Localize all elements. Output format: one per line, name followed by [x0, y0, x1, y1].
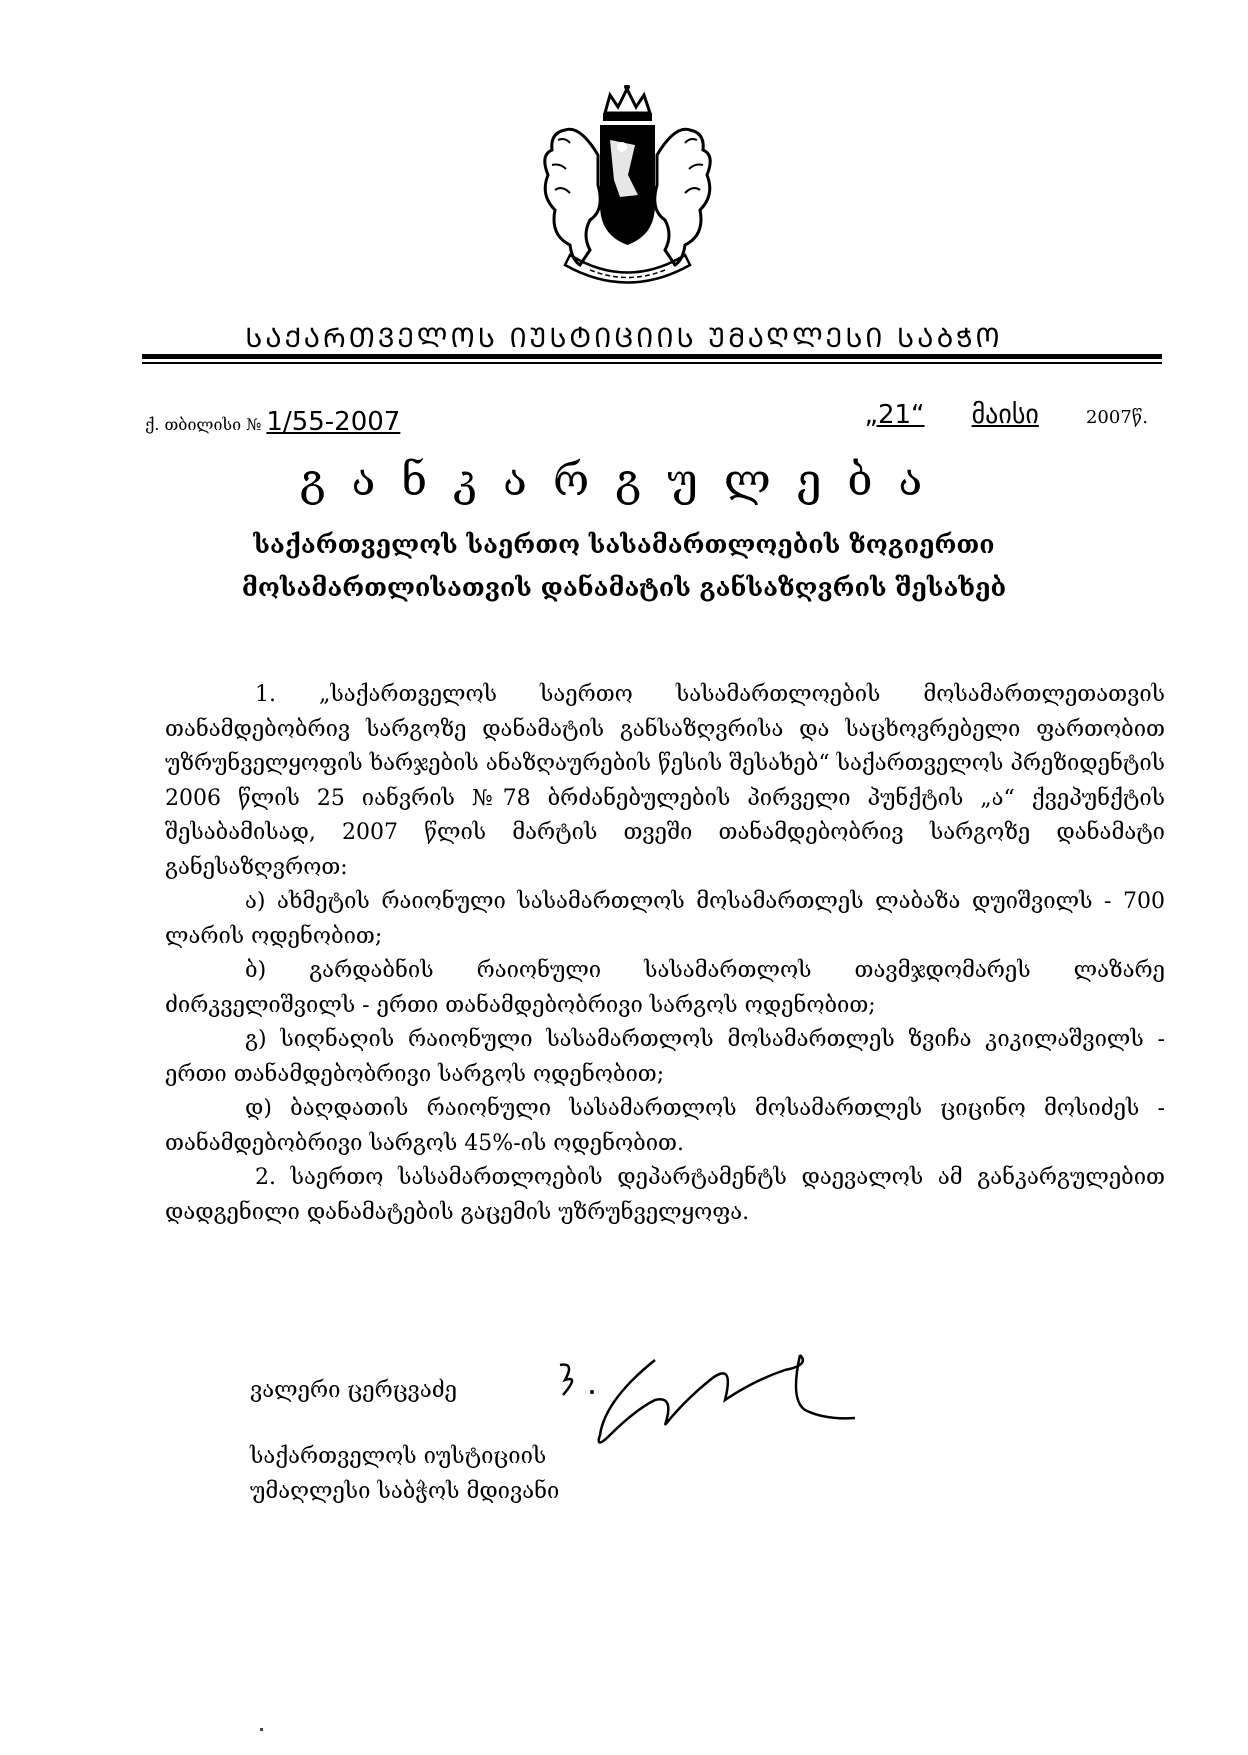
date-day: „21“ — [864, 400, 925, 430]
list-item-g: გ) სიღნაღის რაიონული სასამართლოს მოსამართლეს ზვიჩა კიკილაშვილს - ერთი თანამდებობრივი სარგოს ოდენობით; — [165, 1027, 1165, 1087]
place-label: ქ. თბილისი — [145, 415, 242, 434]
position-line-1: საქართველოს იუსტიციის — [250, 1444, 547, 1469]
signer-name: ვალერი ცერცვაძე — [250, 1378, 457, 1403]
subject-line-2: მოსამართლისათვის დანამატის განსაზღვრის შესახებ — [241, 573, 1007, 602]
number-label: № — [246, 415, 262, 434]
document-date — [864, 400, 1148, 430]
header-rule-thick — [142, 354, 1162, 359]
signer-position — [250, 1439, 559, 1509]
list-item-d: დ) ბაღდათის რაიონული სასამართლოს მოსამართლეს ციცინო მოსიძეს - თანამდებობრივი სარგოს 45%-ის ოდენობით. — [165, 1096, 1165, 1156]
council-name-heading: ᲡᲐᲥᲐᲠᲗᲕᲔᲚᲝᲡ ᲘᲣᲡᲢᲘᲪᲘᲘᲡ ᲣᲛᲐᲦᲚᲔᲡᲘ ᲡᲐᲑᲭᲝ — [245, 323, 1003, 354]
position-line-2: უმაღლესი საბჭოს მდივანი — [250, 1479, 560, 1504]
coat-of-arms-emblem — [510, 85, 745, 295]
list-item-b: ბ) გარდაბნის რაიონული სასამართლოს თავმჯდომარეს ლაზარე ძირკველიშვილს - ერთი თანამდებობრივი სარგოს ოდენობით; — [165, 958, 1165, 1018]
paragraph-1: 1. „საქართველოს საერთო სასამართლოების მოსამართლეთათვის თანამდებობრივ სარგოზე დანამატის განსაზღვრისა და საცხოვრებელი ფართობით უზრუნველყოფის ხარჯების ანაზღაურების წესის შესახებ“ საქართველოს პრეზიდენტის 2006 წლის 25 იანვრის №78 ბრძანებულების პირველი პუნქტის „ა“ ქვეპუნქტის შესაბამისად, 2007 წლის მარტის თვეში თანამდებობრივ სარგოზე დანამატი განესაზღვროთ: — [165, 682, 1165, 880]
date-year: 2007 — [1085, 407, 1132, 428]
subject-line-1: საქართველოს საერთო სასამართლოების ზოგიერთი — [253, 530, 995, 559]
handwritten-signature — [535, 1340, 925, 1460]
paragraph-2: 2. საერთო სასამართლოების დეპარტამენტს დაევალოს ამ განკარგულებით დადგენილი დანამატების გაცემის უზრუნველყოფა. — [165, 1165, 1165, 1225]
scan-speck — [260, 1728, 263, 1731]
place-and-number — [145, 407, 400, 437]
header-rule-thin — [142, 362, 1162, 364]
date-month: მაისი — [971, 400, 1039, 430]
document-number: 1/55-2007 — [266, 407, 401, 437]
date-suffix: წ. — [1131, 407, 1148, 428]
list-item-a: ა) ახმეტის რაიონული სასამართლოს მოსამართლეს ლაბაზა დუიშვილს - 700 ლარის ოდენობით; — [165, 889, 1165, 949]
document-type-title: განკარგულება — [299, 455, 949, 506]
document-body — [165, 678, 1165, 1230]
